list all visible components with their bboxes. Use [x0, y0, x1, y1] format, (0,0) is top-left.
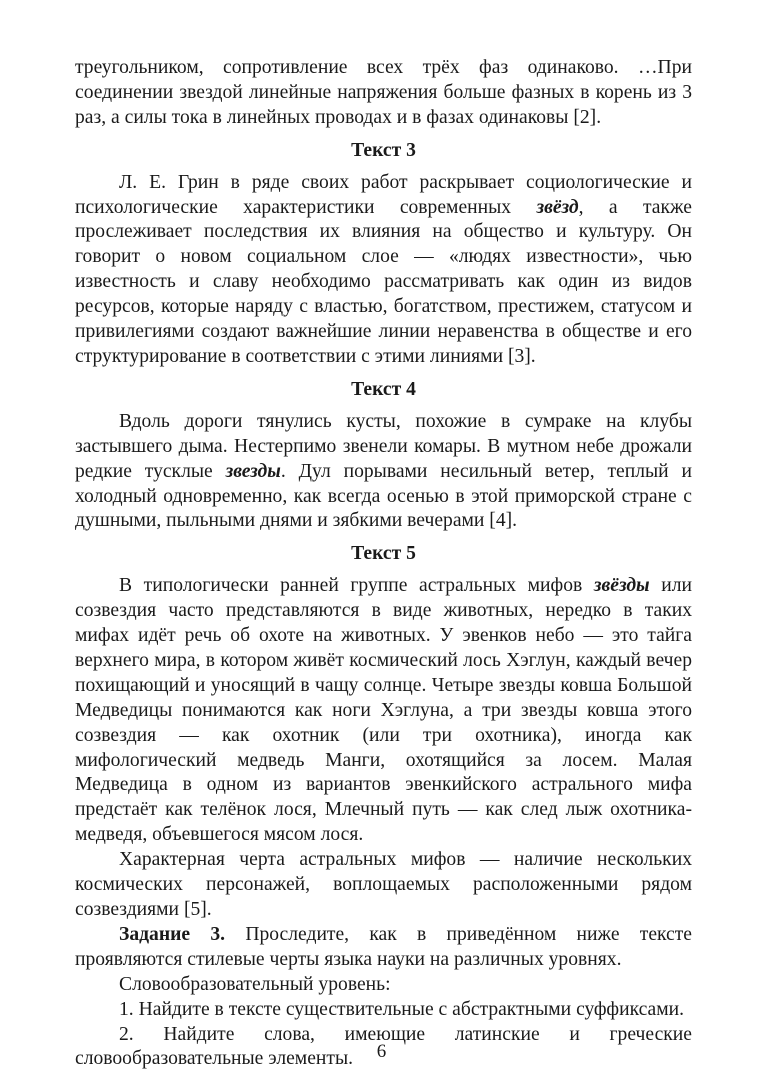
- text4-after: . Дул порывами несильный ветер, теплый и холодный одновременно, как всегда осенью в этой приморской стране с душными, пыльными днями и зябкими вечерами [4].: [75, 460, 692, 532]
- task3-paragraph: [75, 923, 692, 973]
- text5-emphasis: звёзды: [593, 575, 650, 597]
- page-number: 6: [376, 1041, 387, 1062]
- task3-text: Проследите, как в приведённом ниже тексте проявляются стилевые черты языка науки на различных уровнях.: [75, 923, 693, 970]
- text5-heading: Текст 5: [351, 543, 416, 565]
- text5-paragraph-2: Характерная черта астральных мифов — наличие нескольких космических персонажей, воплощаемых расположенными рядом созвездиями [5].: [75, 849, 692, 920]
- text5-paragraph-1: [75, 574, 692, 848]
- text4-heading: Текст 4: [351, 378, 416, 400]
- continuation-paragraph: треугольником, сопротивление всех трёх фаз одинаково. …При соединении звездой линейные напряжения больше фазных в корень из 3 раз, а силы тока в линейных проводах и в фазах одинаковы [2].: [75, 57, 692, 128]
- text5-p1-before: В типологически ранней группе астральных мифов: [119, 575, 594, 597]
- text3-after: , а также прослеживает последствия их влияния на общество и культуру. Он говорит о новом социальном слое — «людях известности», чью известность и славу необходимо рассматривать как один из видов ресурсов, которые наряду с властью, богатством, престижем, статусом и привилегиями создают важнейшие линии неравенства в обществе и его структурирование в соответствии с этими линиями [3].: [75, 196, 692, 367]
- task3-level: Словообразовательный уровень:: [119, 973, 391, 995]
- text4-paragraph: [75, 410, 692, 535]
- text3-emphasis: звёзд: [536, 196, 579, 218]
- text3-paragraph: [75, 171, 692, 370]
- text4-before: Вдоль дороги тянулись кусты, похожие в сумраке на клубы застывшего дыма. Нестерпимо звенели комары. В мутном небе дрожали редкие тусклые: [75, 410, 692, 482]
- task3-label: Задание 3.: [119, 923, 226, 945]
- task3-item-2: 2. Найдите слова, имеющие латинские и греческие словообразовательные элементы.: [75, 1023, 692, 1070]
- text3-heading: Текст 3: [351, 139, 416, 161]
- text3-before: Л. Е. Грин в ряде своих работ раскрывает социологические и психологические характеристики современных: [75, 171, 692, 218]
- text5-p1-after: или созвездия часто представляются в виде животных, нередко в таких мифах идёт речь об охоте на животных. У эвенков небо — это тайга верхнего мира, в котором живёт космический лось Хэглун, каждый вечер похищающий и уносящий в чащу солнце. Четыре звезды ковша Большой Медведицы понимаются как ноги Хэглуна, а три звезды ковша этого созвездия — как охотник (или три охотника), иногда как мифологический медведь Манги, охотящийся за лосем. Малая Медведица в одном из вариантов эвенкийского астрального мифа предстаёт как телёнок лося, Млечный путь — как след лыж охотника-медведя, объевшегося мясом лося.: [75, 575, 692, 846]
- text4-emphasis: звезды: [225, 460, 281, 482]
- task3-item-1: 1. Найдите в тексте существительные с абстрактными суффиксами.: [119, 998, 685, 1020]
